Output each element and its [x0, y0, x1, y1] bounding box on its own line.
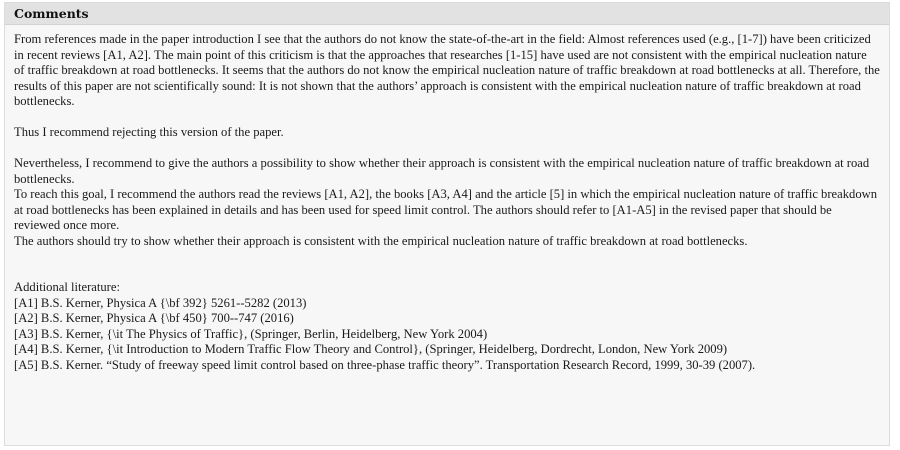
spacer	[14, 141, 880, 157]
paragraph-recommendation: Thus I recommend rejecting this version of the paper.	[14, 125, 284, 139]
literature-ref: [A2] B.S. Kerner, Physica A {\bf 450} 700--747 (2016)	[14, 311, 294, 325]
comments-header: Comments	[5, 3, 889, 25]
literature-ref: [A1] B.S. Kerner, Physica A {\bf 392} 5261--5282 (2013)	[14, 295, 307, 310]
comments-body	[5, 25, 889, 373]
literature-ref: [A5] B.S. Kerner. “Study of freeway speed limit control based on three-phase traffic theory”. Transportation Research Record, 1999, 30-39 (2007).	[14, 357, 756, 372]
paragraph-goal: To reach this goal, I recommend the authors read the reviews [A1, A2], the books [A3, A4] and the article [5] in which the empirical nucleation nature of traffic breakdown at road bottlenecks has been explained in details and has been used for speed limit control. The authors should refer to [A1-A5] in the revised paper that should be reviewed once more.	[14, 187, 878, 232]
literature-ref: [A4] B.S. Kerner, {\it Introduction to Modern Traffic Flow Theory and Control}, (Springer, Heidelberg, Dordrecht, London, New York 2009)	[14, 342, 728, 356]
spacer	[14, 110, 880, 126]
literature-heading: Additional literature:	[14, 280, 120, 294]
paragraph-nevertheless: Nevertheless, I recommend to give the authors a possibility to show whether their approach is consistent with the empirical nucleation nature of traffic breakdown at road bottlenecks.	[14, 156, 870, 186]
spacer	[14, 249, 880, 280]
paragraph-try: The authors should try to show whether their approach is consistent with the empirical nucleation nature of traffic breakdown at road bottlenecks.	[14, 233, 748, 248]
literature-ref: [A3] B.S. Kerner, {\it The Physics of Traffic}, (Springer, Berlin, Heidelberg, New York 2004)	[14, 326, 488, 341]
comments-panel	[4, 2, 890, 446]
paragraph-critique: From references made in the paper introduction I see that the authors do not know the state-of-the-art in the field: Almost references used (e.g., [1-7]) have been criticized in recent reviews [A1, A2]. The main point of this criticism is that the approaches that researches [1-15] have used are not consistent with the empirical nucleation nature of traffic breakdown at road bottlenecks. It seems that the authors do not know the empirical nucleation nature of traffic breakdown at road bottlenecks at all. Therefore, the results of this paper are not scientifically sound: It is not shown that the authors’ approach is consistent with the empirical nucleation nature of traffic breakdown at road bottlenecks.	[14, 32, 880, 108]
